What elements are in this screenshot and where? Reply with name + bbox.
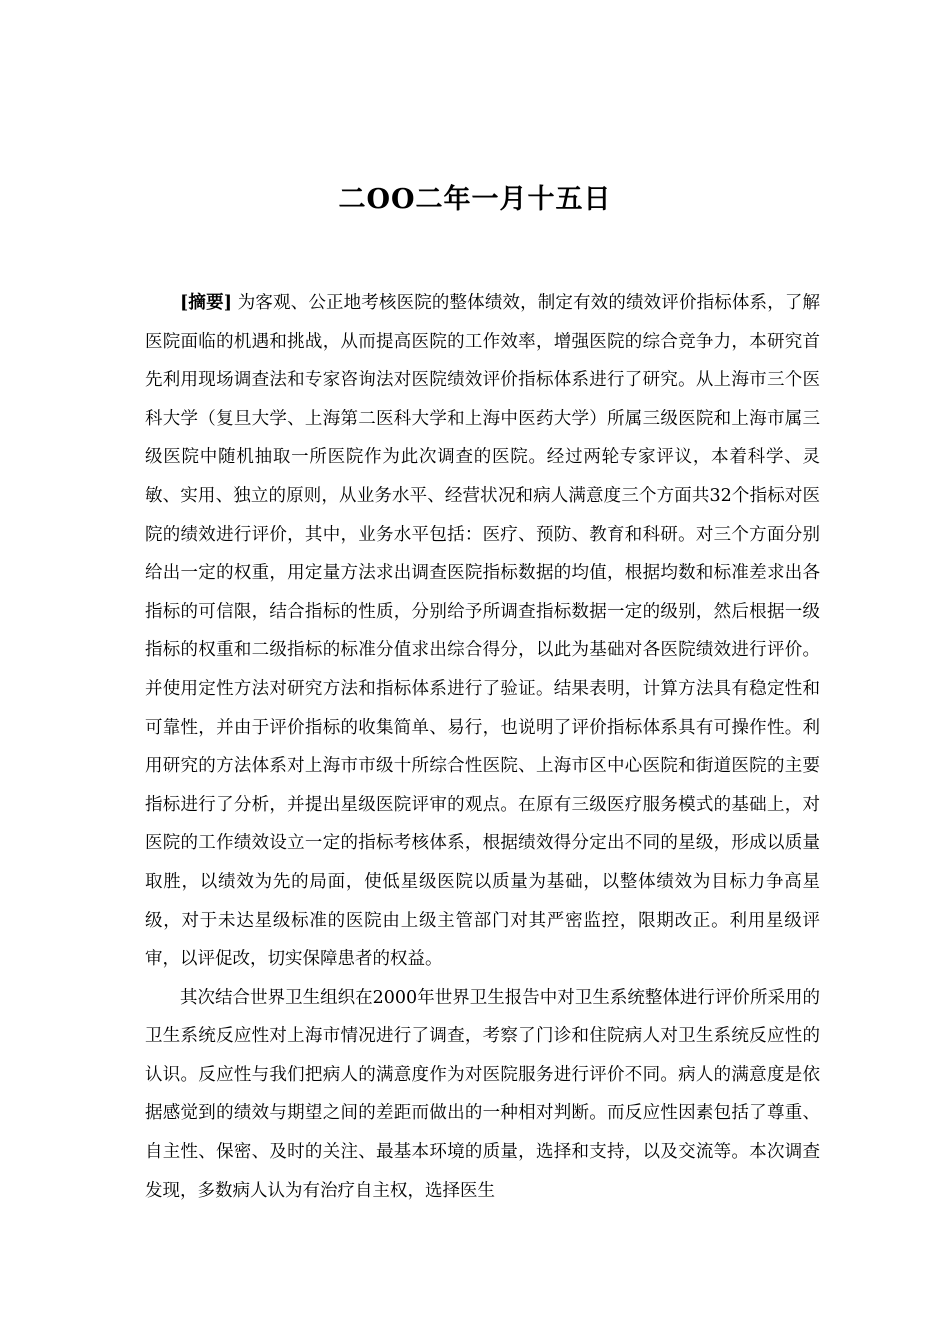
abstract-paragraph-text: 为客观、公正地考核医院的整体绩效，制定有效的绩效评价指标体系，了解医院面临的机遇和挑战，从而提高医院的工作效率，增强医院的综合竞争力，本研究首先利用现场调查法和专家咨询法对医院绩效评价指标体系进行了研究。从上海市三个医科大学（复旦大学、上海第二医科大学和上海中医药大学）所属三级医院和上海市属三级医院中随机抽取一所医院作为此次调查的医院。经过两轮专家评议，本着科学、灵敏、实用、独立的原则，从业务水平、经营状况和病人满意度三个方面共32个指标对医院的绩效进行评价，其中，业务水平包括：医疗、预防、教育和科研。对三个方面分别给出一定的权重，用定量方法求出调查医院指标数据的均值，根据均数和标准差求出各指标的可信限，结合指标的性质，分别给予所调查指标数据一定的级别，然后根据一级指标的权重和二级指标的标准分值求出综合得分，以此为基础对各医院绩效进行评价。并使用定性方法对研究方法和指标体系进行了验证。结果表明，计算方法具有稳定性和可靠性，并由于评价指标的收集简单、易行，也说明了评价指标体系具有可操作性。利用研究的方法体系对上海市市级十所综合性医院、上海市区中心医院和街道医院的主要指标进行了分析，并提出星级医院评审的观点。在原有三级医疗服务模式的基础上，对医院的工作绩效设立一定的指标考核体系，根据绩效得分定出不同的星级，形成以质量取胜，以绩效为先的局面，使低星级医院以质量为基础，以整体绩效为目标力争高星级，对于未达星级标准的医院由上级主管部门对其严密监控，限期改正。利用星级评审，以评促改，切实保障患者的权益。 xyxy=(145,293,821,970)
second-paragraph: 其次结合世界卫生组织在2000年世界卫生报告中对卫生系统整体进行评价所采用的卫生系统反应性对上海市情况进行了调查，考察了门诊和住院病人对卫生系统反应性的认识。反应性与我们把病人的满意度作为对医院服务进行评价不同。病人的满意度是依据感觉到的绩效与期望之间的差距而做出的一种相对判断。而反应性因素包括了尊重、自主性、保密、及时的关注、最基本环境的质量，选择和支持，以及交流等。本次调查发现，多数病人认为有治疗自主权，选择医生 xyxy=(145,987,820,1201)
abstract-label: [摘要] xyxy=(180,293,233,313)
abstract-paragraph xyxy=(145,284,820,979)
date-heading: 二OO二年一月十五日 xyxy=(338,184,612,215)
abstract-body xyxy=(145,284,820,1210)
